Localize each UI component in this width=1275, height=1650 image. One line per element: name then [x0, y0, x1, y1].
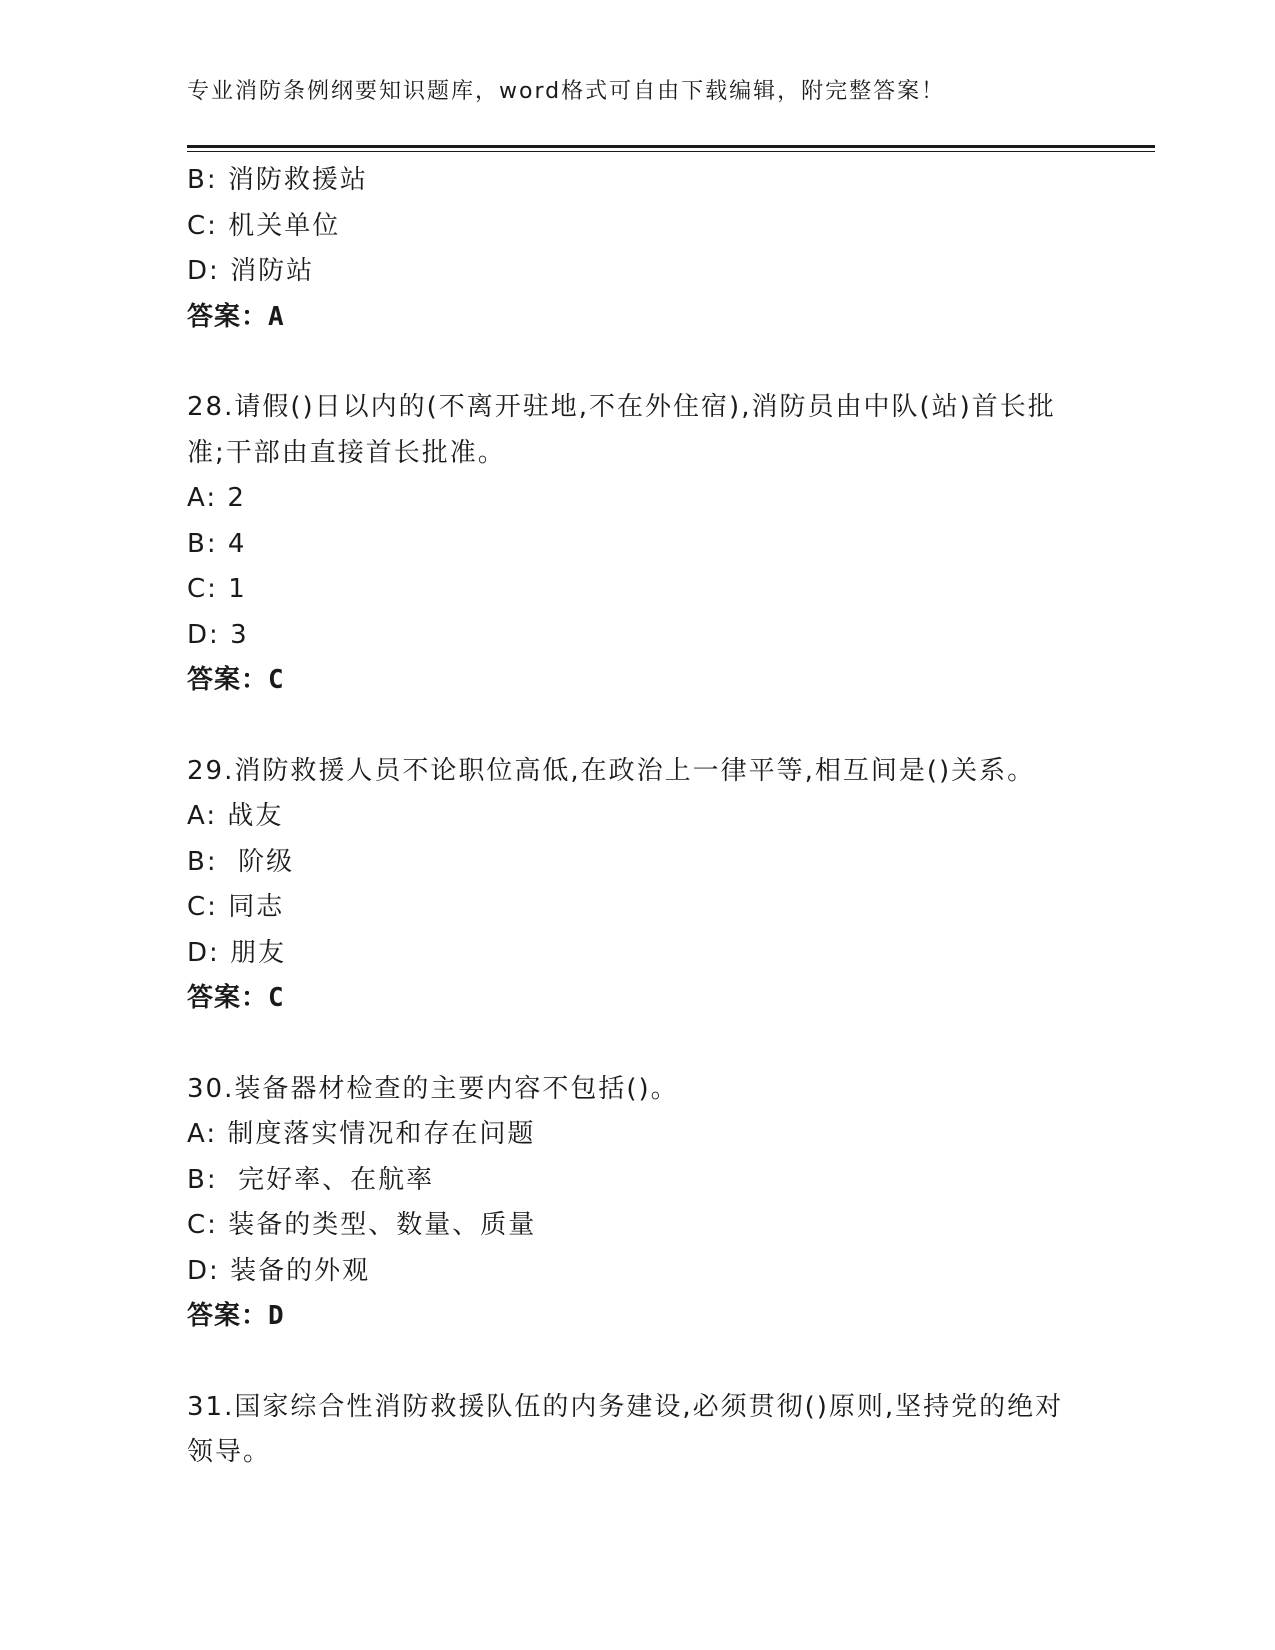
question-content [187, 158, 1087, 1476]
question-block [187, 385, 1087, 704]
question-stem: 31.国家综合性消防救援队伍的内务建设,必须贯彻()原则,坚持党的绝对领导。 [187, 1391, 1064, 1467]
header-rule-thin [187, 151, 1155, 152]
question-stem: 30.装备器材检查的主要内容不包括()。 [187, 1073, 679, 1104]
question-block [187, 1067, 1087, 1340]
option-line: B: 消防救援站 [187, 165, 368, 195]
question-stem: 28.请假()日以内的(不离开驻地,不在外住宿),消防员由中队(站)首长批准;干部由直接首长批准。 [187, 392, 1056, 468]
page-header: 专业消防条例纲要知识题库，word格式可自由下载编辑，附完整答案！ [187, 79, 946, 104]
question-stem: 29.消防救援人员不论职位高低,在政治上一律平等,相互间是()关系。 [187, 755, 1036, 786]
option-line: A: 2 [187, 483, 246, 513]
option-line: B: 4 [187, 528, 247, 559]
answer-line: 答案：C [187, 983, 285, 1013]
option-line: B: 完好率、在航率 [187, 1164, 435, 1195]
option-line: D: 装备的外观 [187, 1255, 371, 1286]
option-line: C: 装备的类型、数量、质量 [187, 1210, 537, 1240]
option-line: D: 消防站 [187, 256, 315, 286]
answer-line: 答案：A [187, 301, 285, 332]
answer-line: 答案：C [187, 665, 285, 695]
option-line: C: 机关单位 [187, 210, 341, 241]
option-line: A: 战友 [187, 801, 284, 831]
option-line: C: 1 [187, 574, 247, 604]
option-line: C: 同志 [187, 892, 285, 922]
header-rule-thick [187, 145, 1155, 148]
option-line: D: 3 [187, 619, 249, 650]
question-block [187, 1385, 1087, 1476]
option-line: D: 朋友 [187, 937, 287, 968]
question-block [187, 749, 1087, 1022]
option-line: A: 制度落实情况和存在问题 [187, 1119, 536, 1149]
option-line: B: 阶级 [187, 846, 295, 877]
answer-line: 答案：D [187, 1301, 285, 1331]
question-block-continued [187, 158, 1087, 340]
